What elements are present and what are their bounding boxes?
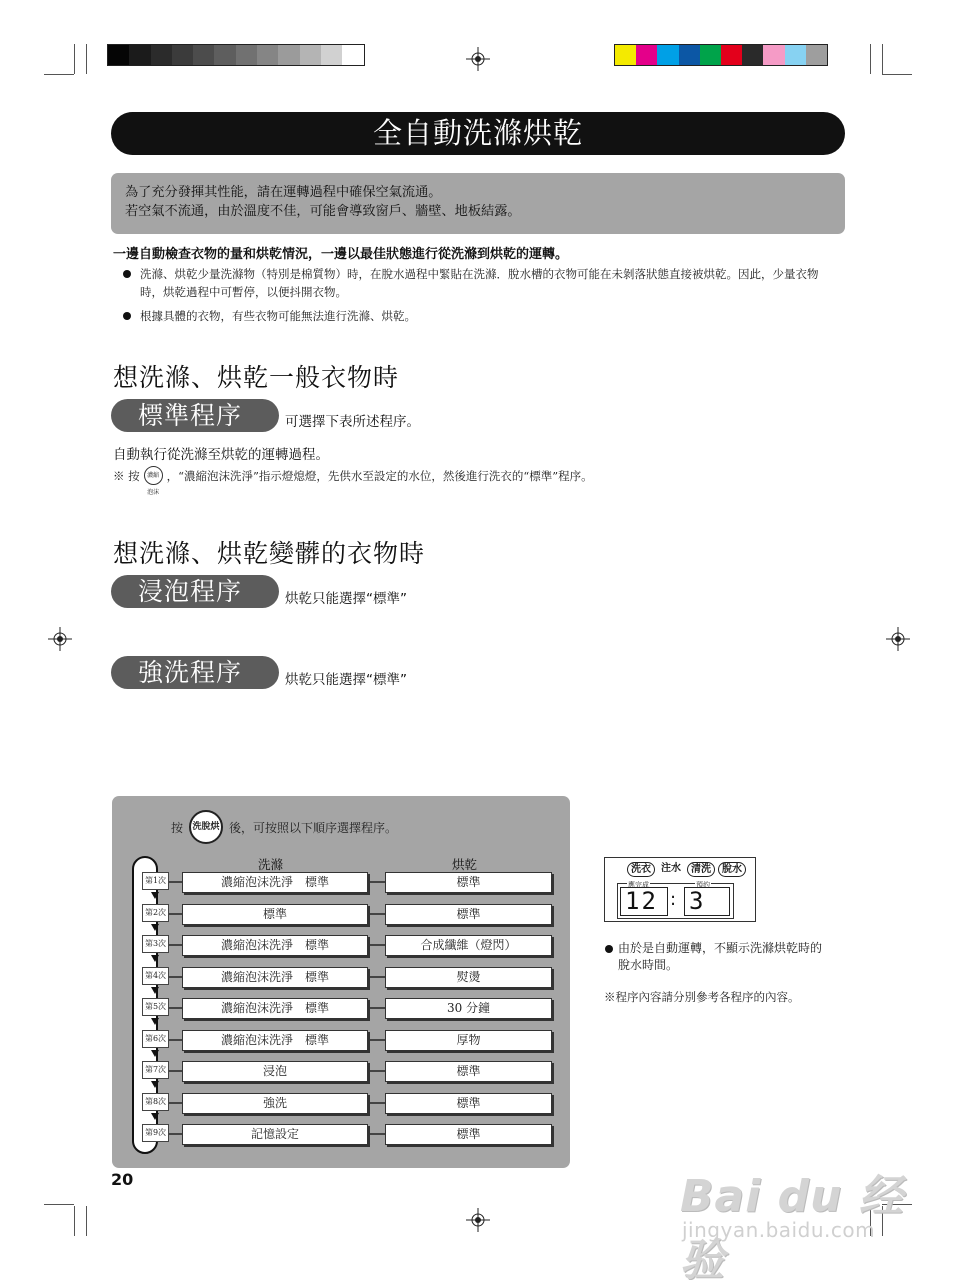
note-line-1: 為了充分發揮其性能，請在運轉過程中確保空氣流通。 bbox=[125, 185, 442, 200]
indicator-wash: 洗衣 bbox=[627, 862, 655, 877]
wash-cell: 強洗 bbox=[182, 1093, 368, 1114]
row-connector bbox=[370, 913, 385, 915]
wash-cell: 濃縮泡沫洗淨 標準 bbox=[182, 967, 368, 988]
color-swatch bbox=[742, 45, 763, 65]
bullet-icon bbox=[123, 270, 131, 278]
dry-cell: 熨燙 bbox=[385, 967, 552, 988]
bullet-icon bbox=[605, 945, 613, 953]
section-heading-dirty: 想洗滌、烘乾變髒的衣物時 bbox=[113, 539, 426, 568]
display-label-finish: 應完成 bbox=[628, 881, 649, 889]
registration-mark-icon bbox=[48, 627, 72, 651]
wash-dry-button-icon: 洗脫烘 bbox=[189, 810, 223, 844]
gray-swatch bbox=[342, 45, 363, 65]
dry-cell: 標準 bbox=[385, 1061, 552, 1082]
dry-cell: 厚物 bbox=[385, 1030, 552, 1051]
section-heading-normal: 想洗滌、烘乾一般衣物時 bbox=[113, 363, 400, 392]
page-title: 全自動洗滌烘乾 bbox=[111, 112, 845, 155]
color-swatch bbox=[657, 45, 678, 65]
row-connector bbox=[169, 1039, 182, 1041]
color-swatch bbox=[700, 45, 721, 65]
wash-cell: 記憶設定 bbox=[182, 1124, 368, 1145]
wash-column-header: 洗滌 bbox=[258, 857, 284, 872]
row-connector bbox=[370, 976, 385, 978]
color-swatch bbox=[679, 45, 700, 65]
sequence-step-tag: 第9次 bbox=[142, 1124, 169, 1142]
standard-program-desc: 可選擇下表所述程序。 bbox=[285, 414, 420, 430]
bullet-list bbox=[122, 265, 834, 331]
row-connector bbox=[370, 944, 385, 946]
color-swatch bbox=[615, 45, 636, 65]
sequence-arrow-icon bbox=[151, 924, 159, 931]
row-connector bbox=[169, 1007, 182, 1009]
watermark-logo: Bai du 经验 bbox=[680, 1171, 904, 1280]
sequence-step-tag: 第5次 bbox=[142, 998, 169, 1016]
color-calibration-bar bbox=[614, 44, 828, 66]
dry-cell: 標準 bbox=[385, 904, 552, 925]
display-indicators bbox=[627, 862, 746, 877]
standard-foam-note: ※ 按 濃縮泡沫 ，“濃縮泡沫洗淨”指示燈熄燈，先供水至設定的水位，然後進行洗衣的“標準”程序。 bbox=[113, 466, 593, 485]
sequence-step-tag: 第1次 bbox=[142, 872, 169, 890]
wash-cell: 浸泡 bbox=[182, 1061, 368, 1082]
registration-mark-icon bbox=[466, 47, 490, 71]
dry-cell: 標準 bbox=[385, 872, 552, 893]
gray-swatch bbox=[300, 45, 321, 65]
row-connector bbox=[169, 976, 182, 978]
wash-cell: 濃縮泡沫洗淨 標準 bbox=[182, 998, 368, 1019]
sequence-step-tag: 第8次 bbox=[142, 1093, 169, 1111]
color-swatch bbox=[636, 45, 657, 65]
row-connector bbox=[169, 944, 182, 946]
crop-mark bbox=[882, 74, 912, 75]
row-connector bbox=[370, 881, 385, 883]
crop-mark bbox=[882, 44, 883, 74]
row-connector bbox=[169, 1102, 182, 1104]
wash-cell: 濃縮泡沫洗淨 標準 bbox=[182, 1030, 368, 1051]
strong-program-pill: 強洗程序 bbox=[111, 656, 279, 689]
gray-swatch bbox=[257, 45, 278, 65]
registration-mark-icon bbox=[466, 1208, 490, 1232]
crop-mark bbox=[86, 44, 87, 74]
gray-swatch bbox=[278, 45, 299, 65]
row-connector bbox=[370, 1102, 385, 1104]
row-connector bbox=[370, 1133, 385, 1135]
gray-swatch bbox=[129, 45, 150, 65]
row-connector bbox=[169, 913, 182, 915]
intro-text: 一邊自動檢查衣物的量和烘乾情況，一邊以最佳狀態進行從洗滌到烘乾的運轉。 bbox=[113, 247, 569, 262]
registration-mark-icon bbox=[886, 627, 910, 651]
standard-auto-text: 自動執行從洗滌至烘乾的運轉過程。 bbox=[113, 447, 329, 463]
wash-cell: 標準 bbox=[182, 904, 368, 925]
crop-mark bbox=[74, 1206, 75, 1236]
page-number: 20 bbox=[111, 1170, 134, 1189]
wash-cell: 濃縮泡沫洗淨 標準 bbox=[182, 872, 368, 893]
gray-swatch bbox=[193, 45, 214, 65]
sequence-step-tag: 第6次 bbox=[142, 1030, 169, 1048]
soak-program-pill: 浸泡程序 bbox=[111, 575, 279, 608]
gray-swatch bbox=[214, 45, 235, 65]
color-swatch bbox=[763, 45, 784, 65]
row-connector bbox=[169, 881, 182, 883]
gray-swatch bbox=[236, 45, 257, 65]
indicator-fill: 注水 bbox=[661, 863, 681, 874]
soak-program-desc: 烘乾只能選擇“標準” bbox=[285, 591, 407, 607]
gray-swatch bbox=[151, 45, 172, 65]
dry-column-header: 烘乾 bbox=[452, 857, 478, 872]
sequence-step-tag: 第2次 bbox=[142, 904, 169, 922]
dry-cell: 合成纖維（燈閃） bbox=[385, 935, 552, 956]
sequence-arrow-icon bbox=[151, 1018, 159, 1025]
display-colon: : bbox=[670, 889, 677, 910]
ventilation-note bbox=[111, 173, 845, 234]
bullet-icon bbox=[123, 312, 131, 320]
list-item: 洗滌、烘乾少量洗滌物（特別是棉質物）時，在脫水過程中緊貼在洗滌．脫水槽的衣物可能在未剝落狀態直接被烘乾。因此，少量衣物時，烘乾過程中可暫停，以便抖開衣物。 bbox=[122, 265, 834, 301]
color-swatch bbox=[806, 45, 827, 65]
sequence-arrow-icon bbox=[151, 987, 159, 994]
indicator-rinse: 清洗 bbox=[687, 862, 715, 877]
sequence-hint: 按 洗脫烘 後，可按照以下順序選擇程序。 bbox=[171, 810, 397, 844]
color-swatch bbox=[785, 45, 806, 65]
wash-cell: 濃縮泡沫洗淨 標準 bbox=[182, 935, 368, 956]
row-connector bbox=[169, 1070, 182, 1072]
watermark-url: jingyan.baidu.com bbox=[682, 1218, 876, 1242]
sequence-arrow-icon bbox=[151, 892, 159, 899]
crop-mark bbox=[870, 44, 871, 74]
crop-mark bbox=[86, 1206, 87, 1236]
dry-cell: 標準 bbox=[385, 1093, 552, 1114]
row-connector bbox=[370, 1039, 385, 1041]
display-digits-left: 12 bbox=[620, 887, 668, 916]
note-line-2: 若空氣不流通，由於溫度不佳，可能會導致窗戶、牆壁、地板結露。 bbox=[125, 204, 521, 219]
gray-swatch bbox=[172, 45, 193, 65]
row-connector bbox=[370, 1070, 385, 1072]
row-connector bbox=[169, 1133, 182, 1135]
sequence-arrow-icon bbox=[151, 1081, 159, 1088]
crop-mark bbox=[44, 1204, 74, 1205]
strong-program-desc: 烘乾只能選擇“標準” bbox=[285, 672, 407, 688]
display-label-timer: 預約 bbox=[696, 881, 710, 889]
dry-cell: 30 分鐘 bbox=[385, 998, 552, 1019]
crop-mark bbox=[74, 44, 75, 74]
sequence-arrow-icon bbox=[151, 1113, 159, 1120]
crop-mark bbox=[44, 74, 74, 75]
row-connector bbox=[370, 1007, 385, 1009]
grayscale-calibration-bar bbox=[107, 44, 365, 66]
sequence-step-tag: 第3次 bbox=[142, 935, 169, 953]
display-note-2: ※程序內容請分別參考各程序的內容。 bbox=[604, 990, 800, 1004]
indicator-spin: 脫水 bbox=[718, 862, 746, 877]
watermark bbox=[680, 1160, 920, 1280]
gray-swatch bbox=[108, 45, 129, 65]
foam-button-icon: 濃縮泡沫 bbox=[144, 466, 163, 485]
display-note: 由於是自動運轉，不顯示洗滌烘乾時的脫水時間。 bbox=[604, 940, 824, 974]
list-item: 根據具體的衣物，有些衣物可能無法進行洗滌、烘乾。 bbox=[122, 307, 834, 325]
sequence-step-tag: 第7次 bbox=[142, 1061, 169, 1079]
display-digits-right: 3 bbox=[684, 887, 730, 916]
sequence-arrow-icon bbox=[151, 1050, 159, 1057]
sequence-arrow-icon bbox=[151, 955, 159, 962]
dry-cell: 標準 bbox=[385, 1124, 552, 1145]
color-swatch bbox=[721, 45, 742, 65]
sequence-step-tag: 第4次 bbox=[142, 967, 169, 985]
gray-swatch bbox=[321, 45, 342, 65]
standard-program-pill: 標準程序 bbox=[111, 399, 279, 432]
